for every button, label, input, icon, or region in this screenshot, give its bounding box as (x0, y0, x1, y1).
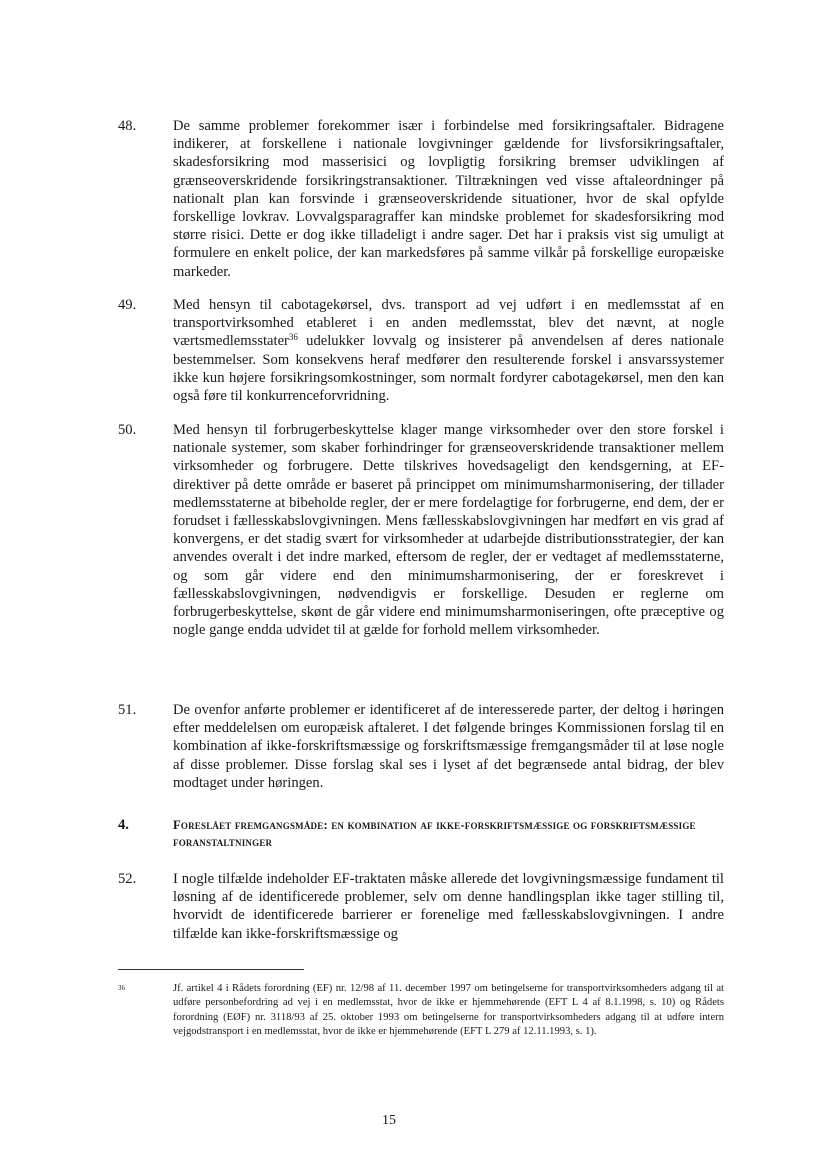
paragraph-51 (118, 701, 724, 792)
section-title: Foreslået fremgangsmåde: en kombination af ikke-forskriftsmæssige og forskriftsmæssige foranstaltninger (173, 818, 696, 849)
paragraph-50 (118, 421, 724, 639)
footnote-text: Jf. artikel 4 i Rådets forordning (EF) nr. 12/98 af 11. december 1997 om betingelserne for transportvirksomheders adgang til at udføre personbefordring ad vej i en medlemsstat, hvor de ikke er hjemmehørende (EFT L 4 af 8.1.1998, s. 10) og Rådets forordning (EØF) nr. 3118/93 af 25. oktober 1993 om betingelserne for transportvirksomheders adgang til at udføre intern vejgodstransport i en medlemsstat, hvor de ikke er hjemmehørende (EFT L 279 af 12.11.1993, s. 1). (173, 983, 724, 1038)
paragraph-text (173, 296, 724, 405)
paragraph-text: I nogle tilfælde indeholder EF-traktaten måske allerede det lovgivningsmæssige fundament til løsning af de identificerede problemer, selv om denne handlingsplan ikke tager stilling til, hvorvidt de identificerede barrierer er forenelige med fællesskabslovgivningen. I andre tilfælde kan ikke-forskriftsmæssige og (173, 871, 724, 942)
paragraph-number: 52. (118, 871, 137, 887)
paragraph-number: 48. (118, 118, 137, 134)
section-heading (118, 817, 724, 851)
paragraph-49 (118, 296, 724, 405)
paragraph-text: De samme problemer forekommer især i forbindelse med forsikringsaftaler. Bidragene indikerer, at forskellene i nationale lovgivninger gældende for livsforsikringsaftaler, skadesforsikring mod masserisici og lovpligtig forsikring bremser udviklingen af grænseoverskridende forsikringstransaktioner. Tiltrækningen ved visse aftaleordninger på nationalt plan kan forsvinde i grænseoverskridende situationer, hvor de skal opfylde forskellige lovkrav. Lovvalgsparagraffer kan mindske problemet for skadesforsikring mod større risici. Dette er dog ikke tilladeligt i andre sager. Det har i praksis vist sig umuligt at formulere en enkelt police, der kan markedsføres på samme vilkår på forskellige europæiske markeder. (173, 118, 724, 280)
paragraph-number: 50. (118, 422, 137, 438)
paragraph-52 (118, 870, 724, 943)
paragraph-number: 49. (118, 297, 137, 313)
page-number: 15 (382, 1113, 396, 1128)
paragraph-48 (118, 117, 724, 281)
footnote-number: 36 (118, 984, 125, 992)
paragraph-text: De ovenfor anførte problemer er identificeret af de interesserede parter, der deltog i høringen efter meddelelsen om europæisk aftaleret. I det følgende bringes Kommissionen forslag til en kombination af ikke-forskriftsmæssige og forskriftsmæssige fremgangsmåder til at løse nogle af disse problemer. Disse forslag skal ses i lyset af det begrænsede antal bidrag, der blev modtaget under høringen. (173, 702, 724, 791)
footnote (118, 982, 724, 1040)
footnote-reference[interactable]: 36 (288, 332, 298, 343)
paragraph-text: Med hensyn til forbrugerbeskyttelse klager mange virksomheder over den store forskel i nationale systemer, som skaber forhindringer for grænseoverskridende transaktioner mellem virksomheder og forbrugere. Dette tilskrives hovedsageligt den kendsgerning, at EF-direktiver på dette område er baseret på princippet om minimumsharmonisering, der tillader medlemsstaterne at bibeholde regler, der er mere fordelagtige for forbrugerne, end dem, der er forudset i fællesskabslovgivningen. Mens fællesskabslovgivningen har medført en vis grad af konvergens, er det stadig svært for virksomheder at udarbejde distributionsstrategier, der kan anvendes overalt i det indre marked, eftersom de regler, der er vedtaget af medlemsstaterne, og som går videre end den minimumsharmonisering, der er foreskrevet i fællesskabslovgivningen, nødvendigvis er forskellige. Desuden er reglerne om forbrugerbeskyttelse, skønt de går videre end minimumsharmoniseringen, ofte præceptive og nogle gange endda udvidet til at gælde for forhold mellem virksomheder. (173, 422, 724, 639)
paragraph-text-part: Med hensyn til cabotagekørsel, dvs. transport ad vej udført i en medlemsstat af en transportvirksomhed etableret i en anden medlemsstat, blev det nævnt, at nogle værtsmedlemsstater (173, 297, 724, 350)
paragraph-text-part: udelukker lovvalg og insisterer på anvendelsen af deres nationale bestemmelser. Som konsekvens heraf medfører den resulterende forskel i ansvarssystemer ikke kun højere forsikringsomkostninger, som normalt fordyrer cabotagekørsel, men den kan også føre til konkurrenceforvridning. (173, 333, 724, 405)
section-number: 4. (118, 817, 129, 833)
footnote-separator (118, 969, 304, 970)
paragraph-number: 51. (118, 702, 137, 718)
